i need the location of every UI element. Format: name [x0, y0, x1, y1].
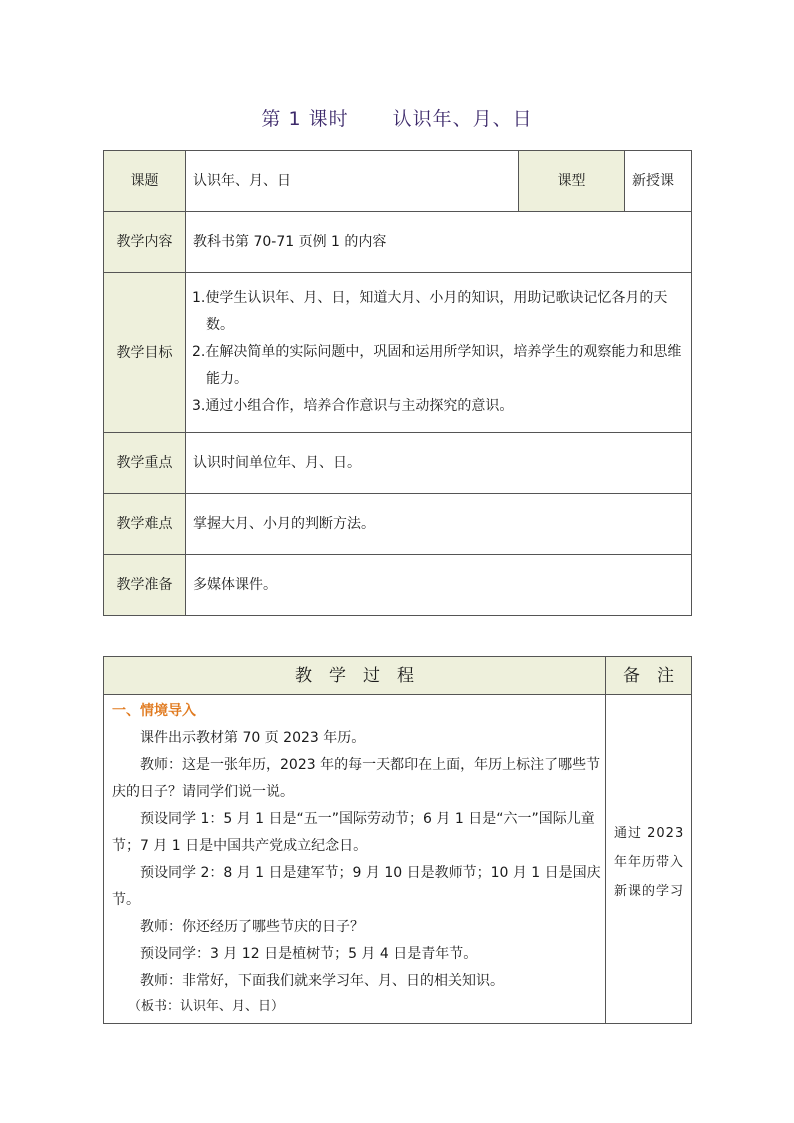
goal-item: 1.使学生认识年、月、日，知道大月、小月的知识，用助记歌诀记忆各月的天数。 — [192, 290, 668, 333]
process-paragraph: 教师：这是一张年历，2023 年的每一天都印在上面，年历上标注了哪些节庆的日子？请同学们说一说。 — [112, 757, 601, 800]
process-body — [104, 695, 606, 1024]
process-paragraph: 教师：你还经历了哪些节庆的日子？ — [140, 919, 364, 935]
prep-value: 多媒体课件。 — [186, 555, 692, 616]
process-header-row — [104, 657, 692, 695]
subject-row — [104, 151, 692, 212]
process-paragraph: 教师：非常好，下面我们就来学习年、月、日的相关知识。 — [140, 973, 504, 989]
goal-item: 3.通过小组合作，培养合作意识与主动探究的意识。 — [192, 398, 514, 414]
note-text: 通过 2023 年年历带入新课的学习 — [606, 695, 692, 1024]
prep-label: 教学准备 — [104, 555, 186, 616]
section-title: 一、情境导入 — [112, 703, 196, 719]
key-label: 教学重点 — [104, 433, 186, 494]
page-title — [0, 104, 794, 131]
lesson-number: 第 1 课时 — [261, 108, 349, 130]
goals-label: 教学目标 — [104, 273, 186, 433]
difficulty-value: 掌握大月、小月的判断方法。 — [186, 494, 692, 555]
process-header: 教 学 过 程 — [104, 657, 606, 695]
goals-row — [104, 273, 692, 433]
goals-list — [186, 273, 692, 433]
type-label: 课型 — [519, 151, 625, 212]
process-paragraph: 预设同学：3 月 12 日是植树节；5 月 4 日是青年节。 — [140, 946, 478, 962]
goal-item: 2.在解决简单的实际问题中，巩固和运用所学知识，培养学生的观察能力和思维能力。 — [192, 344, 682, 387]
process-paragraph: 课件出示教材第 70 页 2023 年历。 — [140, 730, 366, 746]
prep-row — [104, 555, 692, 616]
lesson-info-table — [103, 150, 692, 616]
process-paragraph: 预设同学 2：8 月 1 日是建军节；9 月 10 日是教师节；10 月 1 日是国庆节。 — [112, 865, 601, 908]
teaching-process-table — [103, 656, 692, 1024]
key-value: 认识时间单位年、月、日。 — [186, 433, 692, 494]
difficulty-label: 教学难点 — [104, 494, 186, 555]
type-value: 新授课 — [625, 151, 692, 212]
process-body-row — [104, 695, 692, 1024]
note-header: 备 注 — [606, 657, 692, 695]
subject-label: 课题 — [104, 151, 186, 212]
process-paragraph: 预设同学 1：5 月 1 日是“五一”国际劳动节；6 月 1 日是“六一”国际儿童节；7 月 1 日是中国共产党成立纪念日。 — [112, 811, 595, 854]
difficulty-row — [104, 494, 692, 555]
content-value: 教科书第 70-71 页例 1 的内容 — [186, 212, 692, 273]
key-row — [104, 433, 692, 494]
lesson-topic: 认识年、月、日 — [392, 108, 533, 130]
content-label: 教学内容 — [104, 212, 186, 273]
content-row — [104, 212, 692, 273]
subject-value: 认识年、月、日 — [186, 151, 519, 212]
board-note: （板书：认识年、月、日） — [128, 999, 285, 1014]
